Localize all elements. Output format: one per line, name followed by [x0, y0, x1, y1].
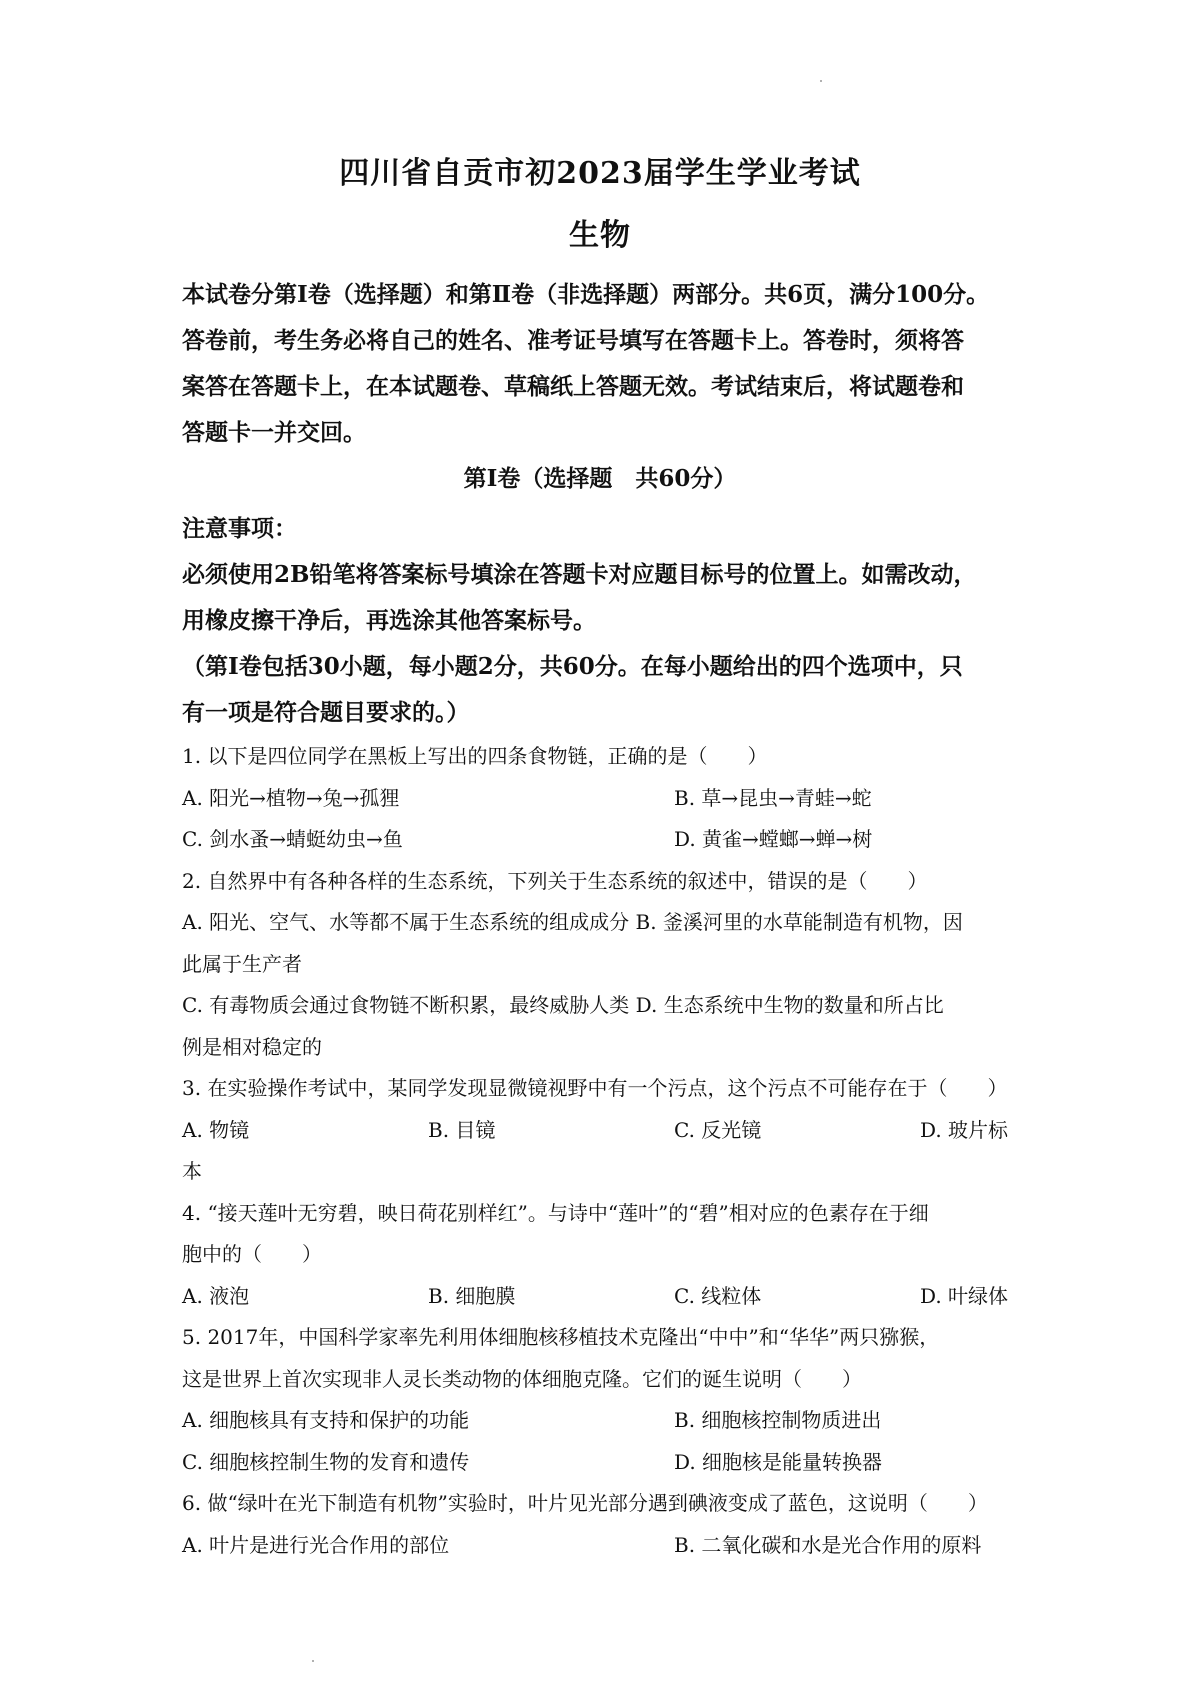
question-2-options-cd-cont: 例是相对稳定的: [182, 1034, 322, 1059]
instruction-line: 答卷前，考生务必将自己的姓名、准考证号填写在答题卡上。答卷时，须将答: [182, 327, 964, 354]
notice-line: 用橡皮擦干净后，再选涂其他答案标号。: [182, 607, 596, 634]
notice-line: 必须使用2B铅笔将答案标号填涂在答题卡对应题目标号的位置上。如需改动，: [182, 561, 977, 588]
option-d: D. 玻片标: [920, 1117, 1009, 1142]
instruction-line: 答题卡一并交回。: [182, 419, 366, 446]
option-b: B. 二氧化碳和水是光合作用的原料: [674, 1532, 982, 1557]
question-2-options-ab: A. 阳光、空气、水等都不属于生态系统的组成成分 B. 釜溪河里的水草能制造有机物，因: [182, 910, 963, 934]
instruction-line: 案答在答题卡上，在本试题卷、草稿纸上答题无效。考试结束后，将试题卷和: [182, 373, 964, 400]
question-3-options-row: [182, 1110, 1030, 1152]
question-5-stem: 5. 2017年，中国科学家率先利用体细胞核移植技术克隆出“中中”和“华华”两只猕猴，: [182, 1325, 940, 1349]
question-list: [182, 736, 1030, 1566]
option-a: A. 液泡: [182, 1283, 250, 1308]
option-a: A. 叶片是进行光合作用的部位: [182, 1532, 450, 1557]
scan-speck: [820, 80, 822, 82]
notice-line: （第Ⅰ卷包括30小题，每小题2分，共60分。在每小题给出的四个选项中，只: [182, 653, 963, 680]
question-1-stem: 1. 以下是四位同学在黑板上写出的四条食物链，正确的是（ ）: [182, 744, 768, 768]
option-a: A. 细胞核具有支持和保护的功能: [182, 1408, 470, 1432]
question-1-options-row: [182, 778, 1030, 820]
scan-speck: [312, 1660, 314, 1662]
question-2-options-ab-cont: 此属于生产者: [182, 951, 302, 976]
question-3-stem: 3. 在实验操作考试中，某同学发现显微镜视野中有一个污点，这个污点不可能存在于（ ）: [182, 1076, 1008, 1100]
option-d: D. 黄雀→螳螂→蝉→树: [674, 827, 873, 851]
question-4-options-row: [182, 1276, 1030, 1318]
question-6-options-row: [182, 1525, 1030, 1567]
option-b: B. 细胞核控制物质进出: [674, 1408, 882, 1432]
notice-line: 有一项是符合题目要求的。）: [182, 699, 470, 726]
question-2-stem: 2. 自然界中有各种各样的生态系统，下列关于生态系统的叙述中，错误的是（ ）: [182, 868, 928, 893]
exam-instructions: [182, 272, 1030, 456]
notice-block: [182, 506, 1030, 736]
question-5-stem-cont: 这是世界上首次实现非人灵长类动物的体细胞克隆。它们的诞生说明（ ）: [182, 1366, 862, 1391]
option-b: B. 草→昆虫→青蛙→蛇: [674, 785, 872, 810]
instruction-line: 本试卷分第Ⅰ卷（选择题）和第Ⅱ卷（非选择题）两部分。共6页，满分100分。: [182, 281, 990, 308]
exam-title: 四川省自贡市初2023届学生学业考试: [339, 156, 861, 191]
option-a: A. 物镜: [182, 1117, 250, 1142]
option-c: C. 剑水蚤→蜻蜓幼虫→鱼: [182, 827, 403, 851]
option-d-continuation: 本: [182, 1159, 202, 1183]
question-5-options-row: [182, 1400, 1030, 1442]
option-b: B. 目镜: [428, 1117, 496, 1142]
option-b: B. 细胞膜: [428, 1283, 516, 1308]
question-4-stem: 4. “接天莲叶无穷碧，映日荷花别样红”。与诗中“莲叶”的“碧”相对应的色素存在于细: [182, 1200, 929, 1225]
option-c: C. 反光镜: [674, 1117, 762, 1142]
subject-title: 生物: [569, 218, 631, 253]
option-c: C. 线粒体: [674, 1283, 762, 1308]
question-1-options-row: [182, 819, 1030, 861]
option-d: D. 叶绿体: [920, 1283, 1009, 1308]
question-5-options-row: [182, 1442, 1030, 1484]
question-4-stem-cont: 胞中的（ ）: [182, 1242, 322, 1266]
section-title: 第Ⅰ卷（选择题 共60分）: [463, 465, 737, 492]
notice-heading: 注意事项：: [182, 515, 297, 542]
question-6-stem: 6. 做“绿叶在光下制造有机物”实验时，叶片见光部分遇到碘液变成了蓝色，这说明（ ）: [182, 1491, 988, 1515]
option-c: C. 细胞核控制生物的发育和遗传: [182, 1449, 470, 1474]
option-d: D. 细胞核是能量转换器: [674, 1449, 883, 1474]
question-2-options-cd: C. 有毒物质会通过食物链不断积累，最终威胁人类 D. 生态系统中生物的数量和所占比: [182, 993, 944, 1017]
option-a: A. 阳光→植物→兔→孤狸: [182, 785, 400, 810]
